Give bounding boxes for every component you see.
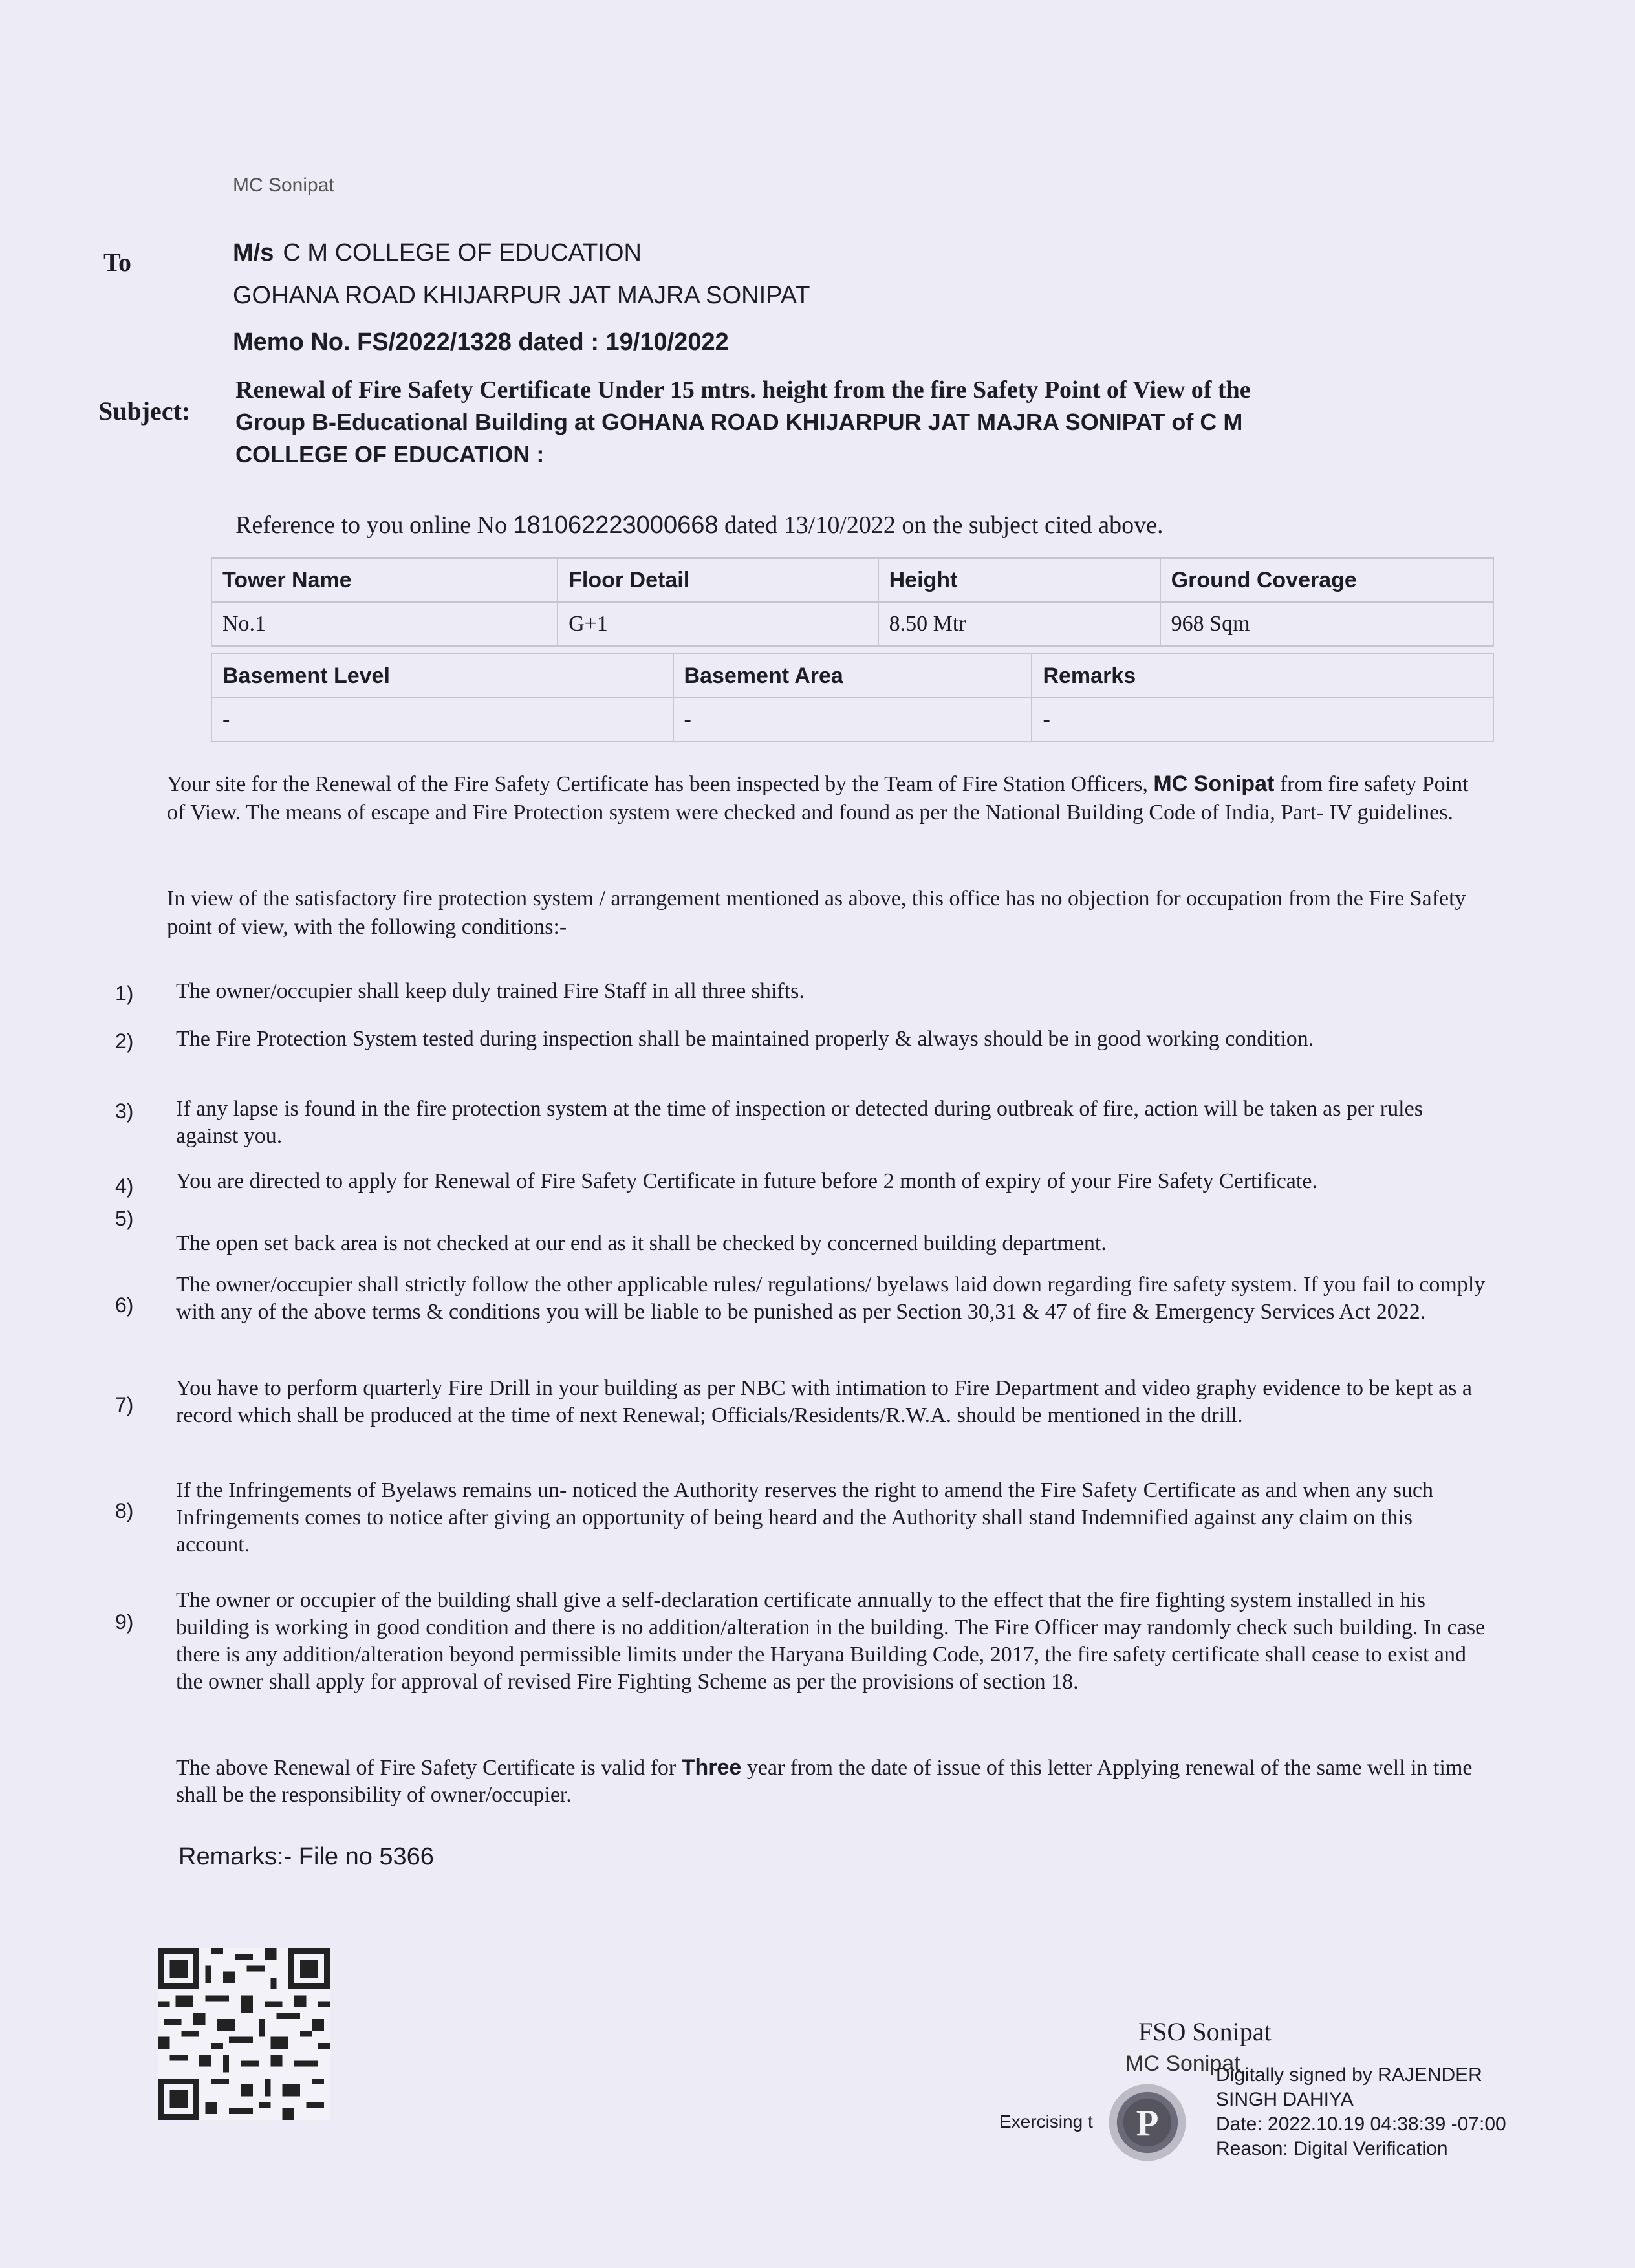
condition-number: 5) (115, 1207, 134, 1230)
table-cell: 8.50 Mtr (878, 602, 1160, 646)
reference-line (235, 511, 1164, 539)
inspection-text-2: from fire safety Point of View. The means of escape and Fire Protection system were checked and found as per the National Building Code of India, Part- IV guidelines. (167, 772, 1469, 825)
condition-number: 1) (115, 982, 134, 1005)
table-row (211, 698, 1493, 742)
signature-line: Digitally signed by RAJENDER (1216, 2064, 1482, 2086)
table-cell: - (673, 698, 1032, 742)
signatory-office: MC Sonipat (1125, 2051, 1240, 2076)
table-cell: G+1 (558, 602, 878, 646)
table-header-cell: Ground Coverage (1160, 558, 1493, 602)
validity-paragraph (176, 1754, 1489, 1809)
condition-text: You are directed to apply for Renewal of Fire Safety Certificate in future before 2 month of expiry of your Fire Safety Certificate. (176, 1169, 1317, 1193)
signatory-designation: FSO Sonipat (1138, 2017, 1272, 2046)
condition-number: 6) (115, 1293, 134, 1317)
validity-text-2: year from the date of issue of this letter Applying renewal of the same well in time shall be the responsibility of owner/occupier. (176, 1756, 1473, 1807)
table-cell: - (211, 698, 673, 742)
table-header-row (211, 558, 1493, 602)
exercising-label: Exercising t (999, 2111, 1093, 2132)
page-header-label: MC Sonipat (233, 175, 334, 196)
subject-line-3: COLLEGE OF EDUCATION : (235, 441, 545, 468)
table-header-row (211, 654, 1493, 698)
condition-number: 2) (115, 1030, 134, 1053)
basement-details-table (211, 653, 1494, 742)
inspection-paragraph (167, 770, 1486, 827)
validity-text-1: The above Renewal of Fire Safety Certificate is valid for (176, 1756, 682, 1780)
recipient-name-line (233, 239, 642, 267)
table-header-cell: Basement Level (211, 654, 673, 698)
digital-signature-block (1216, 2063, 1506, 2161)
signature-line: Date: 2022.10.19 04:38:39 -07:00 (1216, 2113, 1506, 2135)
table-cell: - (1032, 698, 1493, 742)
building-details-table (211, 557, 1494, 647)
table-cell: 968 Sqm (1160, 602, 1493, 646)
to-label: To (103, 248, 132, 277)
remarks-file-number: Remarks:- File no 5366 (179, 1843, 434, 1870)
reference-number: 181062223000668 (513, 512, 719, 539)
table-header-cell: Remarks (1032, 654, 1493, 698)
condition-number: 9) (115, 1610, 134, 1634)
ms-prefix: M/s (233, 239, 274, 266)
subject-line-2: Group B-Educational Building at GOHANA ROAD KHIJARPUR JAT MAJRA SONIPAT of C M (235, 409, 1243, 435)
memo-number: Memo No. FS/2022/1328 dated : 19/10/2022 (233, 329, 729, 356)
table-row (211, 602, 1493, 646)
reference-post: dated 13/10/2022 on the subject cited above. (718, 512, 1164, 539)
table-cell: No.1 (211, 602, 558, 646)
subject-label: Subject: (98, 396, 191, 426)
recipient-name: C M COLLEGE OF EDUCATION (283, 239, 642, 266)
table-header-cell: Height (878, 558, 1160, 602)
table-header-cell: Floor Detail (558, 558, 878, 602)
signature-line: Reason: Digital Verification (1216, 2138, 1448, 2159)
subject-line-1: Renewal of Fire Safety Certificate Under 15 mtrs. height from the fire Safety Point of View of the (235, 376, 1251, 404)
table-header-cell: Basement Area (673, 654, 1032, 698)
badge-letter: P (1136, 2102, 1159, 2144)
condition-number: 4) (115, 1174, 134, 1198)
qr-code-icon (158, 1948, 330, 2120)
condition-text: The owner/occupier shall strictly follow the other applicable rules/ regulations/ byelaws laid down regarding fire safety system. If you fail to comply with any of the above terms & conditions you will be liable to be punished as per Section 30,31 & 47 of fire & Emergency Services Act 2022. (176, 1273, 1486, 1324)
inspection-authority: MC Sonipat (1153, 772, 1275, 796)
no-objection-paragraph: In view of the satisfactory fire protection system / arrangement mentioned as above, this office has no objection for occupation from the Fire Safety point of view, with the following conditions:- (167, 887, 1466, 939)
table-header-cell: Tower Name (211, 558, 558, 602)
recipient-address: GOHANA ROAD KHIJARPUR JAT MAJRA SONIPAT (233, 282, 810, 309)
condition-text: The owner/occupier shall keep duly trained Fire Staff in all three shifts. (176, 979, 805, 1003)
condition-text: If the Infringements of Byelaws remains un- noticed the Authority reserves the right to amend the Fire Safety Certificate as and when any such Infringements comes to notice after giving an opportunity of being heard and the Authority shall stand Indemnified against any claim on this account. (176, 1478, 1434, 1557)
inspection-text-1: Your site for the Renewal of the Fire Safety Certificate has been inspected by the Team of Fire Station Officers, (167, 772, 1154, 796)
condition-text: You have to perform quarterly Fire Drill in your building as per NBC with intimation to Fire Department and video graphy evidence to be kept as a record which shall be produced at the time of next Renewal; Officials/Residents/R.W.A. should be mentioned in the drill. (176, 1376, 1472, 1427)
subject-text (235, 374, 1484, 471)
condition-number: 7) (115, 1393, 134, 1416)
digital-signature-badge-icon (1107, 2082, 1187, 2163)
reference-pre: Reference to you online No (235, 512, 514, 539)
condition-text: If any lapse is found in the fire protection system at the time of inspection or detected during outbreak of fire, action will be taken as per rules against you. (176, 1097, 1423, 1148)
condition-number: 3) (115, 1099, 134, 1123)
signature-line: SINGH DAHIYA (1216, 2089, 1354, 2110)
condition-number: 8) (115, 1499, 134, 1522)
validity-period: Three (681, 1755, 742, 1780)
condition-text: The open set back area is not checked at our end as it shall be checked by concerned building department. (176, 1231, 1107, 1255)
condition-text: The Fire Protection System tested during inspection shall be maintained properly & always should be in good working condition. (176, 1027, 1314, 1051)
condition-text: The owner or occupier of the building shall give a self-declaration certificate annually to the effect that the fire fighting system installed in his building is working in good condition and there is no addition/alteration in the building. The Fire Officer may randomly check such building. In case there is any addition/alteration beyond permissible limits under the Haryana Building Code, 2017, the fire safety certificate shall cease to exist and the owner shall apply for approval of revised Fire Fighting Scheme as per the provisions of section 18. (176, 1588, 1486, 1694)
